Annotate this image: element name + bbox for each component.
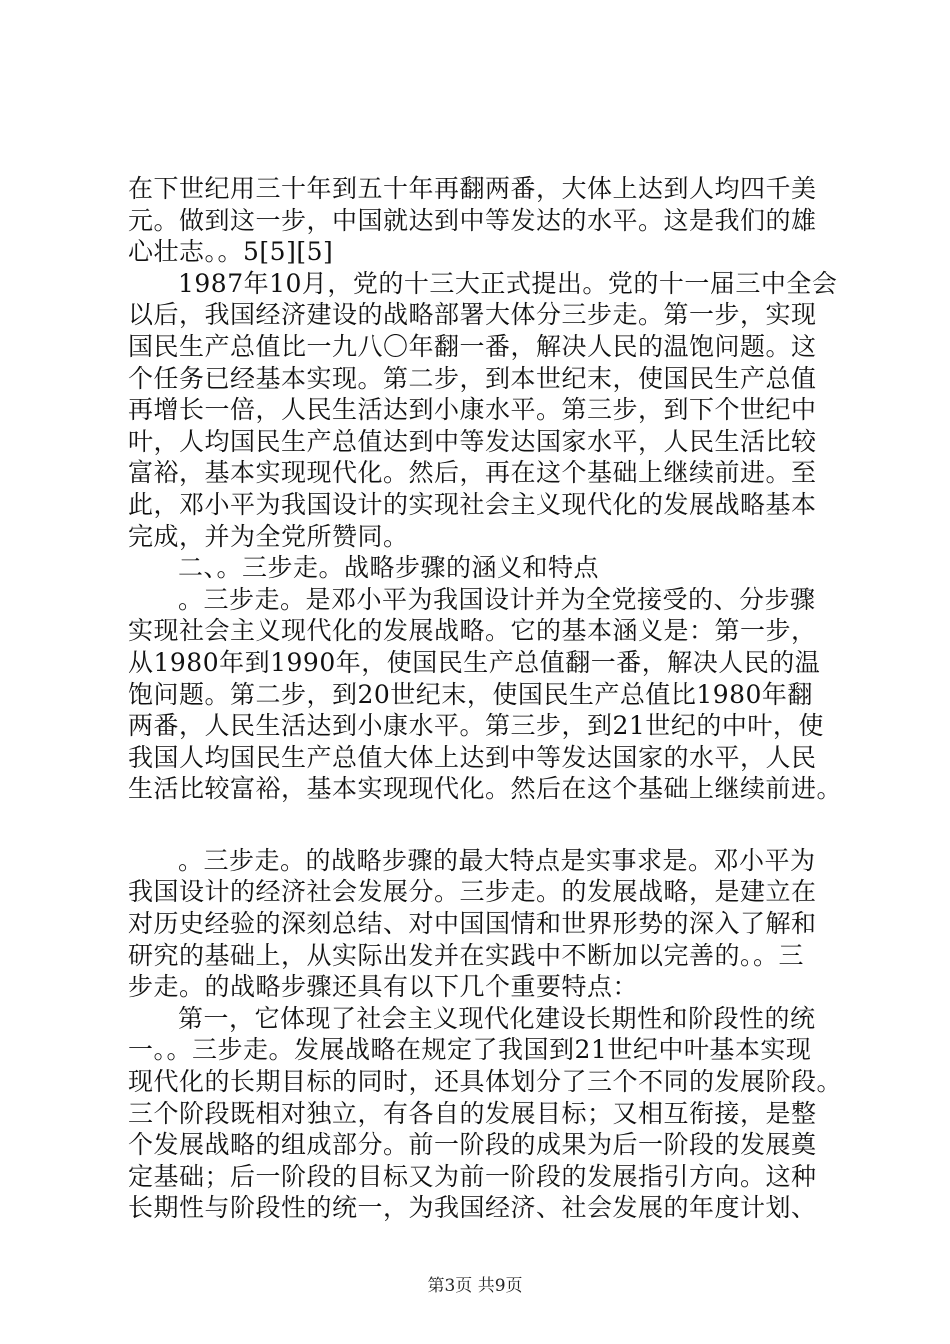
body-text xyxy=(128,173,843,1224)
text-line: 国民生产总值比一九八〇年翻一番，解决人民的温饱问题。这 xyxy=(128,331,817,361)
text-line: 。三步走。是邓小平为我国设计并为全党接受的、分步骤 xyxy=(178,584,816,614)
text-line: 长期性与阶段性的统一，为我国经济、社会发展的年度计划、 xyxy=(128,1193,817,1223)
text-line: 对历史经验的深刻总结、对中国国情和世界形势的深入了解和 xyxy=(128,909,817,939)
text-line: 饱问题。第二步，到20世纪末，使国民生产总值比1980年翻 xyxy=(128,679,813,709)
text-line: 第一，它体现了社会主义现代化建设长期性和阶段性的统 xyxy=(178,1003,816,1033)
text-line: 元。做到这一步，中国就达到中等发达的水平。这是我们的雄 xyxy=(128,205,817,235)
text-line: 从1980年到1990年，使国民生产总值翻一番，解决人民的温 xyxy=(128,647,821,677)
section-heading: 二、。三步走。战略步骤的涵义和特点 xyxy=(178,553,600,583)
text-line: 定基础；后一阶段的目标又为前一阶段的发展指引方向。这种 xyxy=(128,1161,817,1191)
text-line: 一。。三步走。发展战略在规定了我国到21世纪中叶基本实现 xyxy=(128,1035,812,1065)
text-line: 我国人均国民生产总值大体上达到中等发达国家的水平，人民 xyxy=(128,742,817,772)
text-line: 生活比较富裕，基本实现现代化。然后在这个基础上继续前进。 xyxy=(128,774,843,804)
text-line: 两番，人民生活达到小康水平。第三步，到21世纪的中叶，使 xyxy=(128,711,824,741)
text-line: 现代化的长期目标的同时，还具体划分了三个不同的发展阶段。 xyxy=(128,1067,843,1097)
text-line: 个任务已经基本实现。第二步，到本世纪末，使国民生产总值 xyxy=(128,363,817,393)
text-line: 以后，我国经济建设的战略部署大体分三步走。第一步，实现 xyxy=(128,300,817,330)
text-line: 1987年10月，党的十三大正式提出。党的十一届三中全会 xyxy=(178,268,838,298)
text-line: 富裕，基本实现现代化。然后，再在这个基础上继续前进。至 xyxy=(128,458,817,488)
text-line: 此，邓小平为我国设计的实现社会主义现代化的发展战略基本 xyxy=(128,489,817,519)
text-line: 个发展战略的组成部分。前一阶段的成果为后一阶段的发展奠 xyxy=(128,1130,817,1160)
text-line: 三个阶段既相对独立，有各自的发展目标；又相互衔接，是整 xyxy=(128,1098,817,1128)
text-line: 研究的基础上，从实际出发并在实践中不断加以完善的。。三 xyxy=(128,940,805,970)
text-line: 在下世纪用三十年到五十年再翻两番，大体上达到人均四千美 xyxy=(128,174,817,203)
paragraph-gap xyxy=(128,805,828,845)
text-line: 完成，并为全党所赞同。 xyxy=(128,521,409,551)
text-line: 。三步走。的战略步骤的最大特点是实事求是。邓小平为 xyxy=(178,845,816,875)
page-number: 第3页 共9页 xyxy=(427,1276,523,1296)
text-line: 心壮志。。5[5][5] xyxy=(128,237,334,267)
text-line: 步走。的战略步骤还具有以下几个重要特点： xyxy=(128,972,639,1002)
text-line: 再增长一倍，人民生活达到小康水平。第三步，到下个世纪中 xyxy=(128,395,817,425)
text-line: 我国设计的经济社会发展分。三步走。的发展战略，是建立在 xyxy=(128,877,817,907)
text-line: 实现社会主义现代化的发展战略。它的基本涵义是：第一步， xyxy=(128,616,817,646)
text-line: 叶，人均国民生产总值达到中等发达国家水平，人民生活比较 xyxy=(128,426,817,456)
